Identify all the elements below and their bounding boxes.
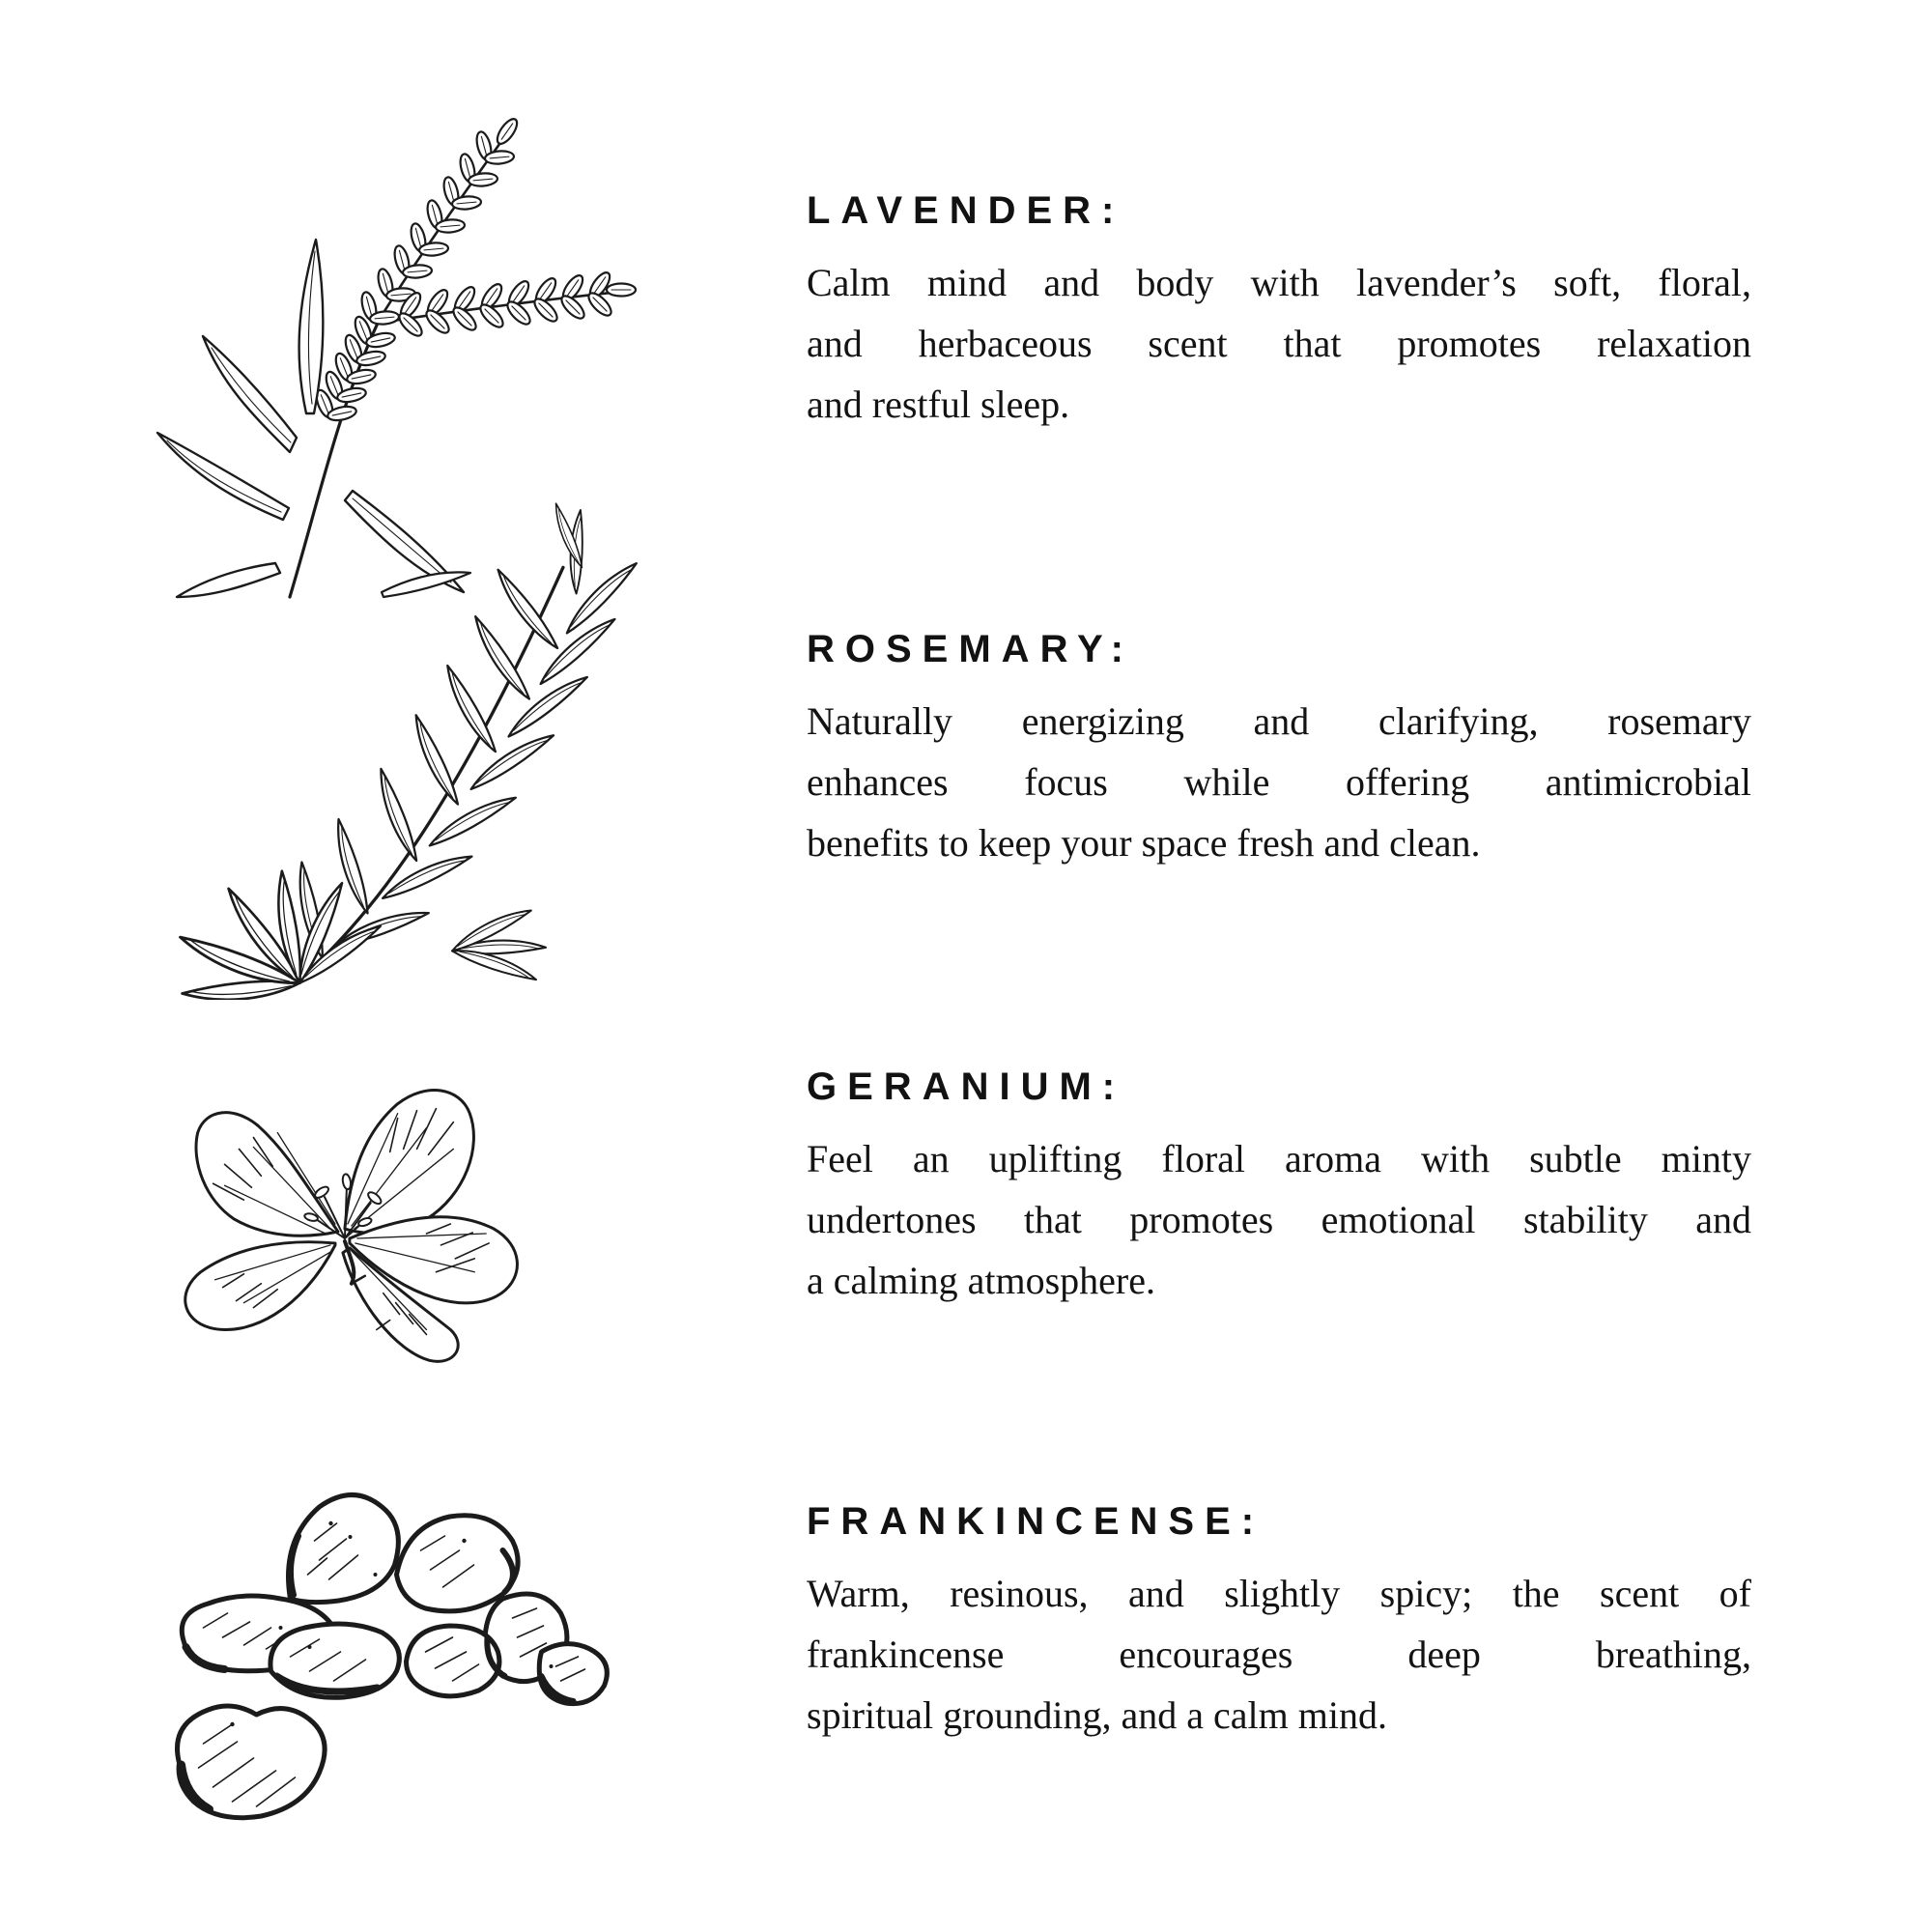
lavender-body-line-1: Calm mind and body with lavender’s soft, floral, — [807, 261, 1751, 304]
geranium-body-line-1: Feel an uplifting floral aroma with subtle minty — [807, 1137, 1751, 1180]
geranium-body-line-3: a calming atmosphere. — [807, 1259, 1155, 1302]
rosemary-illustration — [135, 473, 638, 1000]
frankincense-heading: FRANKINCENSE: — [807, 1500, 1265, 1543]
rosemary-sprig-icon — [135, 473, 638, 1000]
frankincense-body-line-1: Warm, resinous, and slightly spicy; the scent of — [807, 1572, 1751, 1615]
frankincense-body-line-3: spiritual grounding, and a calm mind. — [807, 1693, 1387, 1737]
rosemary-leaves — [178, 501, 638, 1000]
section-frankincense — [807, 1500, 1751, 1746]
lavender-body-line-3: and restful sleep. — [807, 383, 1070, 426]
lavender-flower-spike — [396, 270, 636, 339]
section-geranium — [807, 1065, 1751, 1311]
geranium-flower-icon — [108, 1041, 553, 1426]
lavender-flower-spike — [313, 315, 396, 423]
geranium-illustration — [108, 1041, 553, 1426]
rosemary-body-line-1: Naturally energizing and clarifying, rosemary — [807, 699, 1751, 743]
frankincense-chunks — [178, 1495, 608, 1818]
rosemary-body-line-3: benefits to keep your space fresh and clean. — [807, 821, 1481, 865]
geranium-body-line-2: undertones that promotes emotional stability and — [807, 1198, 1751, 1241]
lavender-heading: LAVENDER: — [807, 189, 1125, 232]
geranium-heading: GERANIUM: — [807, 1065, 1126, 1108]
frankincense-illustration — [85, 1483, 631, 1889]
frankincense-resin-icon — [85, 1483, 631, 1889]
rosemary-stem — [293, 567, 563, 985]
section-rosemary — [807, 628, 1751, 873]
frankincense-body-line-2: frankincense encourages deep breathing, — [807, 1633, 1751, 1676]
rosemary-heading: ROSEMARY: — [807, 628, 1134, 670]
section-lavender — [807, 189, 1751, 435]
lavender-body-line-2: and herbaceous scent that promotes relaxation — [807, 322, 1751, 365]
rosemary-body-line-2: enhances focus while offering antimicrobial — [807, 760, 1751, 804]
